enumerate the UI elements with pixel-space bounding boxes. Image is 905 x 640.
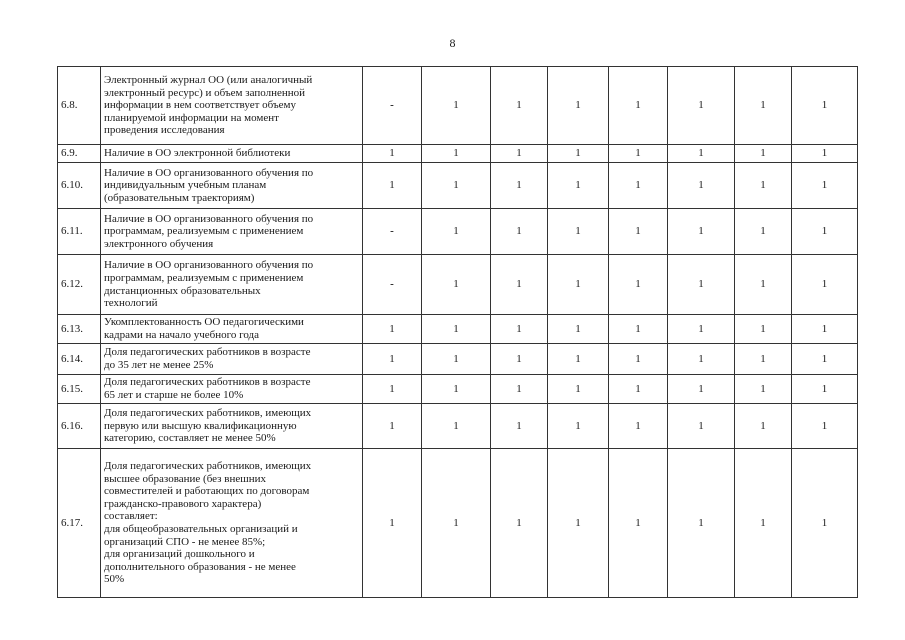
- description-line: индивидуальным учебным планам: [104, 179, 267, 192]
- value-cell: 1: [491, 209, 548, 255]
- value-cell: 1: [422, 449, 491, 598]
- value-cell: 1: [548, 344, 609, 375]
- criteria-table: [57, 66, 858, 598]
- description-line: технологий: [104, 297, 158, 310]
- value-cell: 1: [422, 209, 491, 255]
- description-line: гражданско-правового характера): [104, 497, 262, 510]
- value-cell: -: [363, 255, 422, 315]
- value-cell: 1: [422, 344, 491, 375]
- value-cell: 1: [735, 163, 792, 209]
- value-cell: 1: [491, 404, 548, 449]
- value-cell: 1: [668, 375, 735, 404]
- value-cell: 1: [548, 209, 609, 255]
- value-cell: 1: [735, 344, 792, 375]
- row-number: 6.9.: [58, 145, 101, 163]
- table-row: [58, 315, 858, 344]
- value-cell: 1: [548, 67, 609, 145]
- description-line: программам, реализуемым с применением: [104, 225, 304, 238]
- description-line: электронный ресурс) и объем заполненной: [104, 86, 306, 99]
- description-line: Укомплектованность ОО педагогическими: [104, 316, 304, 329]
- value-cell: 1: [792, 404, 858, 449]
- description-line: 50%: [104, 573, 125, 586]
- value-cell: 1: [609, 145, 668, 163]
- value-cell: 1: [668, 404, 735, 449]
- value-cell: -: [363, 209, 422, 255]
- value-cell: 1: [548, 315, 609, 344]
- description-line: Наличие в ОО организованного обучения по: [104, 212, 314, 225]
- value-cell: 1: [668, 449, 735, 598]
- value-cell: 1: [491, 255, 548, 315]
- value-cell: 1: [491, 145, 548, 163]
- value-cell: 1: [792, 315, 858, 344]
- description-line: для общеобразовательных организаций и: [104, 523, 298, 535]
- value-cell: 1: [491, 315, 548, 344]
- description-line: Наличие в ОО организованного обучения по: [104, 259, 314, 272]
- row-description: [101, 344, 363, 375]
- table-row: [58, 209, 858, 255]
- table-body: [58, 67, 858, 598]
- description-line: категорию, составляет не менее 50%: [104, 432, 276, 445]
- row-number: 6.10.: [58, 163, 101, 209]
- value-cell: 1: [491, 67, 548, 145]
- value-cell: 1: [422, 375, 491, 404]
- row-number: 6.13.: [58, 315, 101, 344]
- value-cell: 1: [491, 163, 548, 209]
- value-cell: 1: [668, 344, 735, 375]
- row-description: [101, 315, 363, 344]
- value-cell: 1: [491, 375, 548, 404]
- value-cell: 1: [609, 315, 668, 344]
- description-line: Наличие в ОО организованного обучения по: [104, 166, 314, 179]
- description-line: Наличие в ОО электронной библиотеки: [104, 147, 291, 160]
- description-line: для организаций дошкольного и: [104, 548, 255, 561]
- value-cell: 1: [735, 449, 792, 598]
- value-cell: 1: [363, 404, 422, 449]
- value-cell: 1: [491, 344, 548, 375]
- value-cell: 1: [609, 255, 668, 315]
- value-cell: 1: [792, 67, 858, 145]
- description-line: программам, реализуемым с применением: [104, 271, 304, 284]
- row-number: 6.14.: [58, 344, 101, 375]
- value-cell: 1: [792, 163, 858, 209]
- value-cell: 1: [363, 145, 422, 163]
- value-cell: 1: [609, 404, 668, 449]
- row-description: [101, 145, 363, 163]
- description-line: до 35 лет не менее 25%: [104, 359, 214, 371]
- description-line: информации в нем соответствует объему: [104, 99, 296, 112]
- description-line: 65 лет и старше не более 10%: [104, 389, 244, 401]
- value-cell: 1: [609, 375, 668, 404]
- table-row: [58, 145, 858, 163]
- value-cell: 1: [735, 375, 792, 404]
- value-cell: 1: [422, 315, 491, 344]
- value-cell: 1: [668, 315, 735, 344]
- description-line: планируемой информации на момент: [104, 111, 279, 124]
- value-cell: 1: [668, 163, 735, 209]
- value-cell: 1: [668, 255, 735, 315]
- value-cell: 1: [548, 404, 609, 449]
- description-line: Доля педагогических работников в возрасте: [104, 376, 311, 389]
- table-row: [58, 255, 858, 315]
- value-cell: 1: [422, 67, 491, 145]
- description-line: составляет:: [104, 510, 158, 523]
- value-cell: 1: [363, 375, 422, 404]
- value-cell: 1: [422, 255, 491, 315]
- table-row: [58, 449, 858, 598]
- value-cell: 1: [735, 145, 792, 163]
- row-description: [101, 255, 363, 315]
- value-cell: 1: [422, 145, 491, 163]
- value-cell: 1: [548, 163, 609, 209]
- value-cell: 1: [548, 375, 609, 404]
- value-cell: 1: [735, 255, 792, 315]
- value-cell: 1: [792, 344, 858, 375]
- description-line: дополнительного образования - не менее: [104, 560, 296, 573]
- row-description: [101, 163, 363, 209]
- description-line: электронного обучения: [104, 237, 214, 250]
- value-cell: 1: [668, 67, 735, 145]
- table-row: [58, 67, 858, 145]
- value-cell: 1: [668, 145, 735, 163]
- value-cell: 1: [548, 255, 609, 315]
- description-line: первую или высшую квалификационную: [104, 419, 297, 432]
- value-cell: 1: [735, 315, 792, 344]
- value-cell: 1: [609, 344, 668, 375]
- value-cell: 1: [792, 375, 858, 404]
- table-row: [58, 344, 858, 375]
- value-cell: 1: [735, 209, 792, 255]
- description-line: Доля педагогических работников, имеющих: [104, 407, 312, 420]
- row-number: 6.15.: [58, 375, 101, 404]
- value-cell: 1: [363, 163, 422, 209]
- value-cell: 1: [548, 145, 609, 163]
- value-cell: 1: [792, 145, 858, 163]
- description-line: Доля педагогических работников, имеющих: [104, 460, 312, 473]
- description-line: Доля педагогических работников в возрасте: [104, 346, 311, 359]
- row-description: [101, 67, 363, 145]
- value-cell: 1: [735, 67, 792, 145]
- description-line: высшее образование (без внешних: [104, 472, 266, 485]
- value-cell: 1: [792, 255, 858, 315]
- value-cell: 1: [363, 344, 422, 375]
- value-cell: 1: [792, 449, 858, 598]
- row-number: 6.16.: [58, 404, 101, 449]
- row-number: 6.11.: [58, 209, 101, 255]
- value-cell: 1: [735, 404, 792, 449]
- value-cell: -: [363, 67, 422, 145]
- table-row: [58, 404, 858, 449]
- value-cell: 1: [422, 163, 491, 209]
- description-line: Электронный журнал ОО (или аналогичный: [104, 74, 313, 87]
- row-number: 6.8.: [58, 67, 101, 145]
- value-cell: 1: [548, 449, 609, 598]
- value-cell: 1: [609, 163, 668, 209]
- table-row: [58, 163, 858, 209]
- row-number: 6.17.: [58, 449, 101, 598]
- value-cell: 1: [363, 315, 422, 344]
- description-line: дистанционных образовательных: [104, 284, 261, 297]
- value-cell: 1: [668, 209, 735, 255]
- row-description: [101, 404, 363, 449]
- value-cell: 1: [609, 67, 668, 145]
- row-number: 6.12.: [58, 255, 101, 315]
- description-line: кадрами на начало учебного года: [104, 329, 260, 341]
- value-cell: 1: [422, 404, 491, 449]
- page-number: 8: [449, 36, 456, 50]
- description-line: организаций СПО - не менее 85%;: [104, 535, 266, 548]
- description-line: (образовательным траекториям): [104, 191, 255, 204]
- row-description: [101, 449, 363, 598]
- description-line: проведения исследования: [104, 124, 225, 137]
- description-line: совместителей и работающих по договорам: [104, 485, 310, 498]
- row-description: [101, 209, 363, 255]
- row-description: [101, 375, 363, 404]
- value-cell: 1: [609, 449, 668, 598]
- value-cell: 1: [491, 449, 548, 598]
- table-row: [58, 375, 858, 404]
- value-cell: 1: [363, 449, 422, 598]
- value-cell: 1: [792, 209, 858, 255]
- value-cell: 1: [609, 209, 668, 255]
